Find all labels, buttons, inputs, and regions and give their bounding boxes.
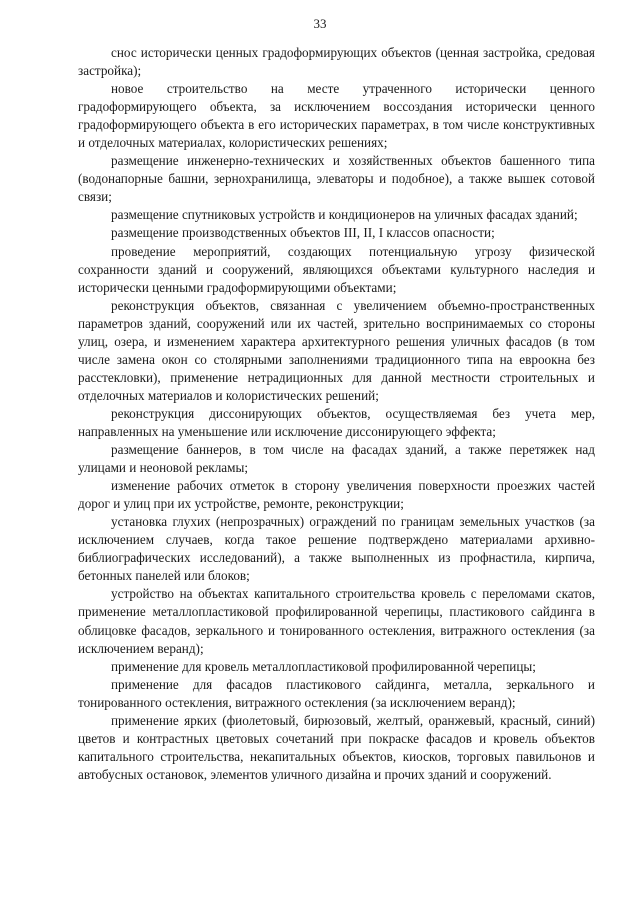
paragraph: реконструкция диссонирующих объектов, осуществляемая без учета мер, направленных на уменьшение или исключение диссонирующего эффекта;: [78, 405, 595, 439]
paragraph: устройство на объектах капитального строительства кровель с переломами скатов, применение металлопластиковой профилированной черепицы, пластикового сайдинга в облицовке фасадов, зеркального и тонированного остекления, витражного остекления (за исключением веранд);: [78, 586, 595, 656]
paragraph: новое строительство на месте утраченного исторически ценного градоформирующего объекта, за исключением воссоздания исторически ценного градоформирующего объекта в его исторических параметрах, в том числе конструктивных и отделочных материалах, колористических решениях;: [78, 81, 595, 151]
page-number: 33: [313, 16, 327, 31]
document-body: [78, 44, 595, 784]
paragraph: реконструкция объектов, связанная с увеличением объемно-пространственных параметров зданий, сооружений или их частей, зрительно воспринимаемых со стороны улиц, озера, и изменением характера архитектурного решения уличных фасадов (в том числе замена окон со столярными заполнениями традиционного типа на евроокна без расстекловки), применение нетрадиционных для данной местности строительных и отделочных материалов и колористических решений;: [78, 297, 595, 403]
paragraph: изменение рабочих отметок в сторону увеличения поверхности проезжих частей дорог и улиц при их устройстве, ремонте, реконструкции;: [78, 478, 595, 512]
paragraph: размещение инженерно-технических и хозяйственных объектов башенного типа (водонапорные башни, зернохранилища, элеваторы и подобное), а также вышек сотовой связи;: [78, 153, 595, 205]
paragraph: размещение баннеров, в том числе на фасадах зданий, а также перетяжек над улицами и неоновой рекламы;: [78, 442, 595, 476]
paragraph: установка глухих (непрозрачных) ограждений по границам земельных участков (за исключением случаев, когда такое решение подтверждено материалами архивно-библиографических исследований), а также выполненных из профнастила, кирпича, бетонных панелей или блоков;: [78, 514, 595, 584]
paragraph: размещение спутниковых устройств и кондиционеров на уличных фасадах зданий;: [111, 207, 578, 223]
paragraph: проведение мероприятий, создающих потенциальную угрозу физической сохранности зданий и сооружений, являющихся объектами культурного наследия и исторически ценными градоформирующими объектами;: [78, 243, 595, 295]
paragraph: применение для кровель металлопластиковой профилированной черепицы;: [111, 658, 536, 674]
paragraph: снос исторически ценных градоформирующих объектов (ценная застройка, средовая застройка);: [78, 45, 595, 79]
paragraph: размещение производственных объектов III, II, I классов опасности;: [111, 225, 495, 241]
paragraph: применение ярких (фиолетовый, бирюзовый, желтый, оранжевый, красный, синий) цветов и контрастных цветовых сочетаний при покраске фасадов и кровель объектов капитального строительства, некапитальных объектов, киосков, торговых павильонов и автобусных остановок, элементов уличного дизайна и прочих зданий и сооружений.: [78, 712, 595, 782]
paragraph: применение для фасадов пластикового сайдинга, металла, зеркального и тонированного остекления, витражного остекления (за исключением веранд);: [78, 676, 595, 710]
